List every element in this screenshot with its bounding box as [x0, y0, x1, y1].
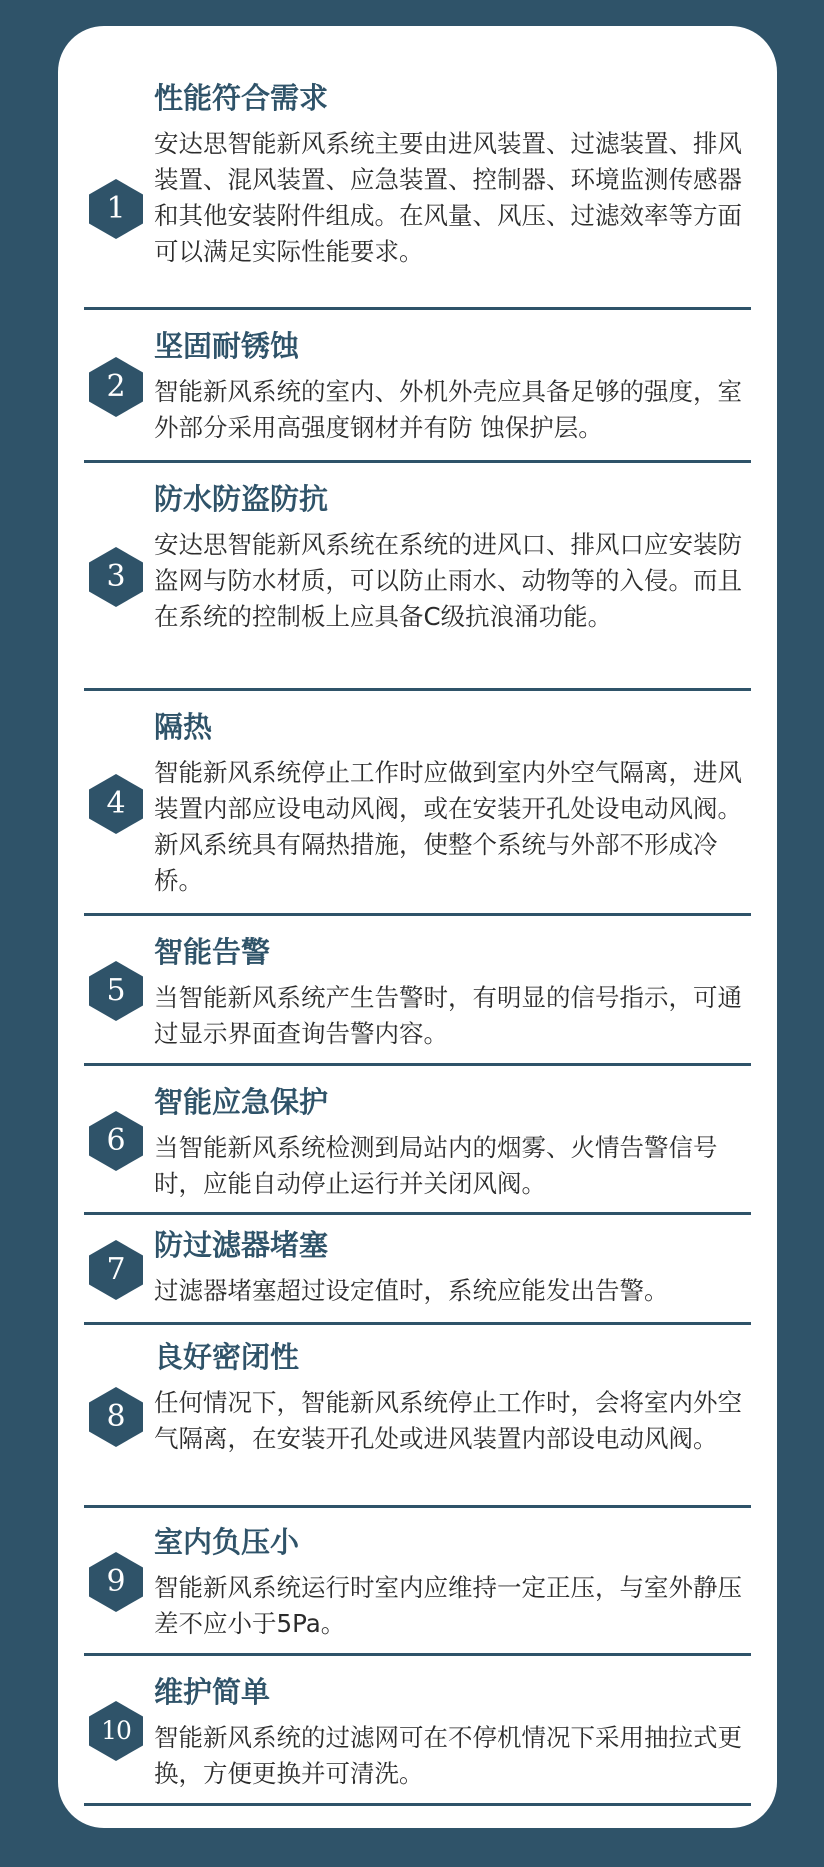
badge-number: 3 [106, 559, 126, 594]
feature-item-7 [84, 1215, 751, 1325]
feature-title: 坚固耐锈蚀 [154, 329, 300, 363]
feature-description: 智能新风系统的室内、外机外壳应具备足够的强度，室外部分采用高强度钢材并有防 蚀保护层。 [154, 377, 742, 442]
number-badge [88, 1239, 144, 1301]
feature-item-9 [84, 1508, 751, 1656]
badge-number: 9 [106, 1564, 126, 1599]
badge-number: 2 [106, 369, 126, 404]
number-badge [88, 960, 144, 1022]
feature-title: 室内负压小 [154, 1525, 300, 1559]
feature-title: 性能符合需求 [154, 81, 329, 115]
feature-description: 当智能新风系统产生告警时，有明显的信号指示，可通过显示界面查询告警内容。 [154, 983, 742, 1048]
number-badge [88, 1700, 144, 1762]
number-badge [88, 1551, 144, 1613]
feature-title: 智能应急保护 [154, 1085, 329, 1119]
feature-title: 智能告警 [154, 935, 271, 969]
feature-title: 隔热 [154, 710, 213, 744]
badge-number: 10 [101, 1716, 131, 1745]
feature-description: 安达思智能新风系统在系统的进风口、排风口应安装防盗网与防水材质，可以防止雨水、动物等的入侵。而且在系统的控制板上应具备C级抗浪涌功能。 [154, 530, 742, 631]
feature-description: 当智能新风系统检测到局站内的烟雾、火情告警信号时，应能自动停止运行并关闭风阀。 [154, 1133, 718, 1198]
badge-number: 8 [106, 1399, 126, 1434]
number-badge [88, 1110, 144, 1172]
feature-description: 智能新风系统的过滤网可在不停机情况下采用抽拉式更换，方便更换并可清洗。 [154, 1723, 742, 1788]
badge-number: 5 [106, 973, 126, 1008]
number-badge [88, 178, 144, 240]
feature-item-5 [84, 916, 751, 1066]
feature-item-10 [84, 1656, 751, 1806]
feature-item-1 [84, 62, 751, 310]
number-badge [88, 356, 144, 418]
feature-title: 防水防盗防抗 [154, 482, 329, 516]
feature-title: 维护简单 [154, 1675, 271, 1709]
feature-description: 过滤器堵塞超过设定值时，系统应能发出告警。 [154, 1276, 669, 1305]
feature-card [58, 26, 777, 1828]
divider [84, 1803, 751, 1806]
feature-item-8 [84, 1325, 751, 1508]
feature-item-6 [84, 1066, 751, 1215]
number-badge [88, 1386, 144, 1448]
feature-description: 安达思智能新风系统主要由进风装置、过滤装置、排风装置、混风装置、应急装置、控制器、环境监测传感器和其他安装附件组成。在风量、风压、过滤效率等方面可以满足实际性能要求。 [154, 129, 742, 266]
feature-description: 智能新风系统运行时室内应维持一定正压，与室外静压差不应小于5Pa。 [154, 1573, 742, 1638]
badge-number: 1 [106, 191, 126, 226]
feature-title: 良好密闭性 [154, 1340, 300, 1374]
number-badge [88, 773, 144, 835]
feature-description: 任何情况下，智能新风系统停止工作时，会将室内外空气隔离，在安装开孔处或进风装置内部设电动风阀。 [154, 1388, 742, 1453]
feature-item-2 [84, 310, 751, 463]
badge-number: 6 [106, 1123, 126, 1158]
number-badge [88, 546, 144, 608]
badge-number: 7 [106, 1252, 126, 1287]
feature-title: 防过滤器堵塞 [154, 1228, 329, 1262]
feature-description: 智能新风系统停止工作时应做到室内外空气隔离，进风装置内部应设电动风阀，或在安装开孔处设电动风阀。新风系统具有隔热措施，使整个系统与外部不形成冷桥。 [154, 758, 742, 895]
feature-item-3 [84, 463, 751, 691]
feature-item-4 [84, 691, 751, 916]
badge-number: 4 [106, 786, 126, 821]
